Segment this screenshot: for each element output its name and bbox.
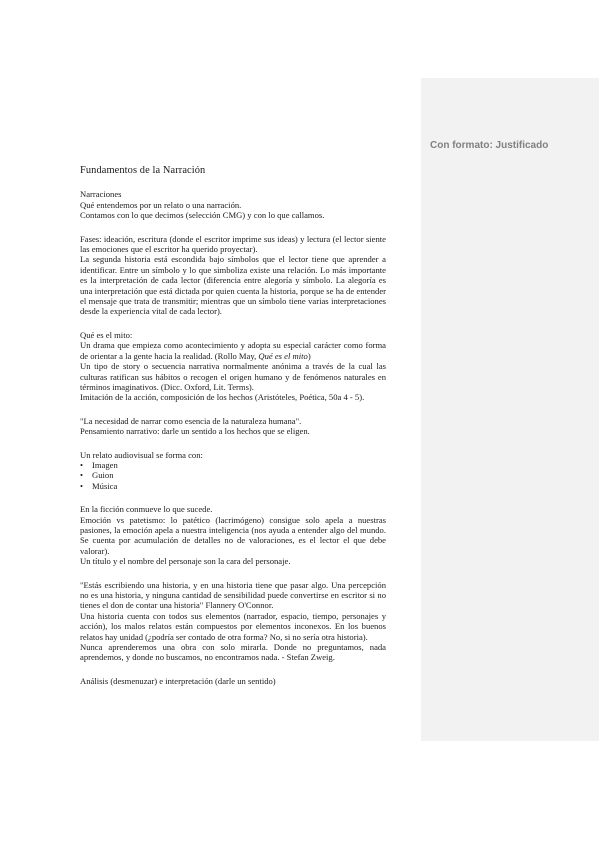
mito-def1-end: ) bbox=[307, 350, 311, 361]
mito-def1-text: Un drama que empieza como acontecimiento y adopta su especial carácter como forma de orientar a la gente hacia la realidad. (Rollo May, bbox=[80, 340, 386, 361]
list-item: • Imagen bbox=[92, 460, 386, 470]
document-body bbox=[80, 166, 386, 686]
analisis-line: Análisis (desmenuzar) e interpretación (darle un sentido) bbox=[80, 675, 276, 686]
mito-definition-1 bbox=[80, 340, 386, 361]
document-title: Fundamentos de la Narración bbox=[80, 165, 206, 176]
mito-heading: Qué es el mito: bbox=[80, 329, 133, 340]
narraciones-line1: Qué entendemos por un relato o una narración. bbox=[80, 199, 242, 210]
zweig-quote: Nunca aprenderemos una obra con solo mirarla. Donde no preguntamos, nada aprendemos, y donde no buscamos, no encontramos nada. - Stefan Zweig. bbox=[80, 642, 386, 663]
emocion-paragraph: Emoción vs patetismo: lo patético (lacrimógeno) consigue solo apela a nuestras pasiones, la emoción apela a nuestra inteligencia (nos ayuda a entender algo del mundo. Se cuenta por acumulación de detalles no de valoraciones, es el lector el que debe valorar). bbox=[80, 514, 386, 556]
fases-paragraph: Fases: ideación, escritura (donde el escritor imprime sus ideas) y lectura (el lector siente las emociones que el escritor ha querido proyectar). bbox=[80, 233, 386, 255]
pensamiento-narrativo: Pensamiento narrativo: darle un sentido a los hechos que se eligen. bbox=[80, 426, 310, 437]
narraciones-line2: Contamos con lo que decimos (selección CMG) y con lo que callamos. bbox=[80, 210, 325, 221]
list-item: • Guion bbox=[92, 470, 386, 480]
titulo-personaje: Un título y el nombre del personaje son la cara del personaje. bbox=[80, 556, 291, 567]
simbolo-paragraph: La segunda historia está escondida bajo símbolos que el lector tiene que aprender a identificar. Entre un símbolo y lo que simboliza existe una relación. Lo más importante es la interpretación de cada lector (diferencia entre alegoría y símbolo. La alegoría es una interpretación que está dictada por quien cuenta la historia, porque se ha de entender el mensaje que trata de transmitir; mientras que un símbolo tiene varias interpretaciones desde la experiencia vital de cada lector). bbox=[80, 254, 386, 317]
format-comment-label: Con formato: Justificado bbox=[430, 140, 549, 151]
mito-def1-reference: Qué es el mito bbox=[258, 350, 308, 361]
oconnor-quote: "Estás escribiendo una historia, y en una historia tiene que pasar algo. Una percepción no es una historia, y ninguna cantidad de sensibilidad puede convertirse en escritor si no tienes el don de contar una historia" Flannery O'Connor. bbox=[80, 579, 386, 611]
audiovisual-intro: Un relato audiovisual se forma con: bbox=[80, 449, 203, 460]
mito-definition-2: Un tipo de story o secuencia narrativa normalmente anónima a través de la cual las culturas ratifican sus hábitos o recogen el origen humano y de fenómenos naturales en términos imaginativos. (Dicc. Oxford, Lit. Terms). bbox=[80, 361, 386, 392]
list-item: • Música bbox=[92, 481, 386, 491]
format-comment-balloon[interactable] bbox=[421, 78, 599, 741]
ficcion-line: En la ficción conmueve lo que sucede. bbox=[80, 504, 213, 515]
narraciones-heading: Narraciones bbox=[80, 189, 122, 200]
mito-definition-3: Imitación de la acción, composición de los hechos (Aristóteles, Poética, 50a 4 - 5). bbox=[80, 392, 365, 403]
comment-margin-pane bbox=[421, 0, 599, 848]
elementos-paragraph: Una historia cuenta con todos sus elementos (narrador, espacio, tiempo, personajes y acción), los malos relatos están compuestos por elementos inconexos. En los buenos relatos hay unidad (¿podría ser contado de otra forma? No, si no sería otra historia). bbox=[80, 610, 386, 642]
audiovisual-list bbox=[80, 460, 386, 491]
necesidad-quote: "La necesidad de narrar como esencia de la naturaleza humana". bbox=[80, 415, 302, 426]
